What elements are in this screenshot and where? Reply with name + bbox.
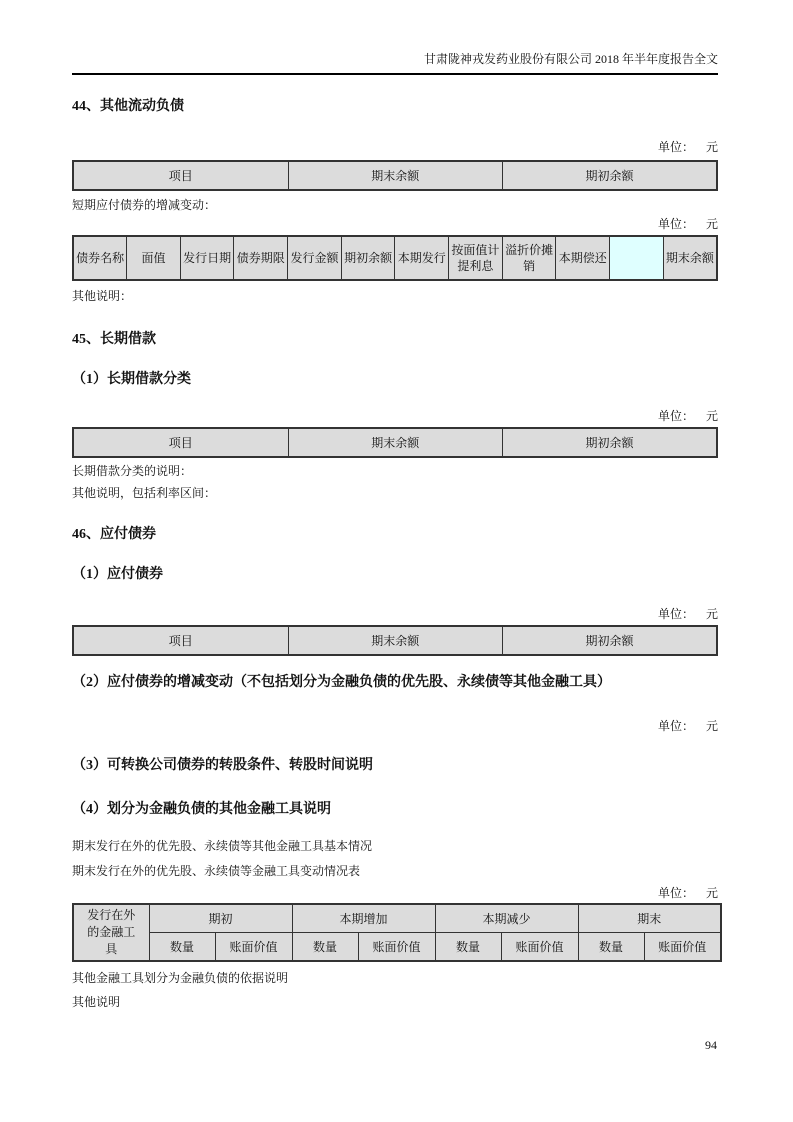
th-item: 项目	[73, 161, 288, 190]
unit-currency: 元	[705, 217, 718, 231]
th-opening-balance: 期初余额	[503, 428, 717, 457]
short-term-bond-note: 短期应付债券的增减变动：	[72, 198, 217, 212]
th-premium-discount-amortization: 溢折价摊销	[502, 236, 556, 280]
th-carrying-value: 账面价值	[644, 933, 721, 962]
th-item: 项目	[73, 428, 288, 457]
th-bond-term: 债券期限	[234, 236, 288, 280]
table-group-header-row	[73, 904, 721, 933]
unit-currency: 元	[705, 719, 718, 733]
unit-label: 单位：	[657, 140, 694, 154]
outstanding-basic-note: 期末发行在外的优先股、永续债等其他金融工具基本情况	[72, 839, 373, 853]
unit-label: 单位：	[657, 607, 694, 621]
unit-label: 单位：	[657, 886, 694, 900]
th-closing-balance: 期末余额	[288, 626, 502, 655]
section-44-other-note: 其他说明：	[72, 289, 133, 303]
section-46-sub4-title: （4）划分为金融负债的其他金融工具说明	[72, 802, 331, 817]
unit-line-1	[72, 140, 718, 154]
th-face-value: 面值	[127, 236, 181, 280]
unit-currency: 元	[705, 607, 718, 621]
th-issue-date: 发行日期	[180, 236, 234, 280]
th-closing-balance: 期末余额	[288, 428, 502, 457]
section-46-sub3-title: （3）可转换公司债券的转股条件、转股时间说明	[72, 758, 373, 773]
th-current-decrease-group: 本期减少	[435, 904, 578, 933]
section-46-other-note: 其他说明	[72, 995, 121, 1009]
unit-label: 单位：	[657, 217, 694, 231]
unit-line-5	[72, 719, 718, 733]
section-46-sub2-title: （2）应付债券的增减变动（不包括划分为金融负债的优先股、永续债等其他金融工具）	[72, 675, 611, 690]
th-closing-balance: 期末余额	[663, 236, 717, 280]
table-subheader-row	[73, 933, 721, 962]
th-empty-highlight-cell	[610, 236, 664, 280]
unit-line-4	[72, 607, 718, 621]
section-44-title: 44、其他流动负债	[72, 99, 184, 114]
page-number: 94	[705, 1038, 717, 1052]
outstanding-financial-instruments-table	[72, 903, 722, 962]
unit-line-2	[72, 217, 718, 231]
th-outstanding-instruments: 发行在外的金融工具	[73, 904, 149, 961]
unit-line-3	[72, 409, 718, 423]
th-carrying-value: 账面价值	[358, 933, 435, 962]
th-current-increase-group: 本期增加	[292, 904, 435, 933]
report-header-title: 甘肃陇神戎发药业股份有限公司 2018 年半年度报告全文	[423, 52, 718, 66]
th-current-repayment: 本期偿还	[556, 236, 610, 280]
unit-label: 单位：	[657, 409, 694, 423]
th-closing-group: 期末	[578, 904, 721, 933]
th-current-issue: 本期发行	[395, 236, 449, 280]
th-quantity: 数量	[578, 933, 644, 962]
other-current-liabilities-table	[72, 160, 718, 191]
section-46-sub1-title: （1）应付债券	[72, 567, 163, 582]
th-quantity: 数量	[149, 933, 215, 962]
loan-classification-note: 长期借款分类的说明：	[72, 464, 193, 478]
section-46-title: 46、应付债券	[72, 527, 156, 542]
table-header-row	[73, 626, 717, 655]
th-quantity: 数量	[292, 933, 358, 962]
th-interest-at-face-value: 按面值计提利息	[449, 236, 503, 280]
table-header-row	[73, 161, 717, 190]
bonds-payable-table	[72, 625, 718, 656]
th-opening-balance: 期初余额	[341, 236, 395, 280]
th-carrying-value: 账面价值	[215, 933, 292, 962]
th-closing-balance: 期末余额	[288, 161, 502, 190]
table-header-row	[73, 236, 717, 280]
outstanding-change-note: 期末发行在外的优先股、永续债等金融工具变动情况表	[72, 864, 361, 878]
long-term-loan-classification-table	[72, 427, 718, 458]
unit-currency: 元	[705, 409, 718, 423]
unit-currency: 元	[705, 140, 718, 154]
unit-label: 单位：	[657, 719, 694, 733]
th-carrying-value: 账面价值	[501, 933, 578, 962]
short-term-bond-change-table	[72, 235, 718, 281]
th-opening-balance: 期初余额	[503, 161, 717, 190]
th-issue-amount: 发行金额	[288, 236, 342, 280]
section-45-other-note: 其他说明，包括利率区间：	[72, 486, 217, 500]
unit-currency: 元	[705, 886, 718, 900]
section-45-title: 45、长期借款	[72, 332, 156, 347]
unit-line-6	[72, 886, 718, 900]
section-45-sub1-title: （1）长期借款分类	[72, 372, 191, 387]
th-item: 项目	[73, 626, 288, 655]
classification-basis-note: 其他金融工具划分为金融负债的依据说明	[72, 971, 289, 985]
report-header	[72, 0, 718, 75]
th-quantity: 数量	[435, 933, 501, 962]
table-header-row	[73, 428, 717, 457]
th-opening-balance: 期初余额	[503, 626, 717, 655]
th-opening-group: 期初	[149, 904, 292, 933]
th-bond-name: 债券名称	[73, 236, 127, 280]
